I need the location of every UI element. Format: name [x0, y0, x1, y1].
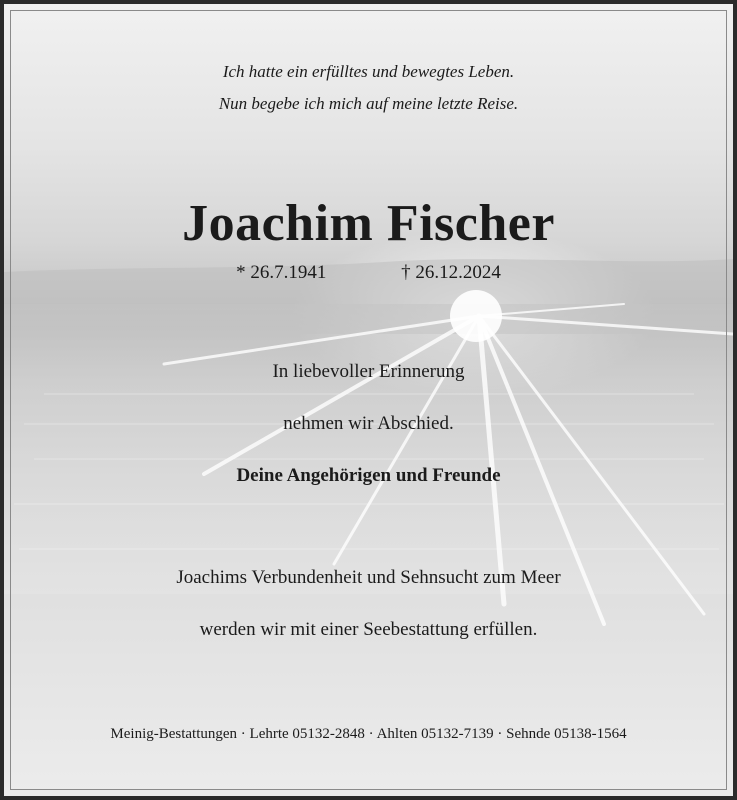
death-date: † 26.12.2024 — [401, 262, 501, 283]
funeral-home-contact: Meinig-Bestattungen · Lehrte 05132-2848 · Ahlten 05132-7139 · Sehnde 05138-1564 — [110, 726, 627, 742]
motto — [4, 56, 733, 120]
sea-line-2: werden wir mit einer Seebestattung erfüllen. — [199, 619, 538, 640]
sea-line-1: Joachims Verbundenheit und Sehnsucht zum Meer — [176, 567, 561, 588]
signature: Deine Angehörigen und Freunde — [236, 465, 501, 486]
deceased-name: Joachim Fischer — [182, 195, 555, 252]
message-line-2: nehmen wir Abschied. — [283, 413, 454, 434]
message-line-1: In liebevoller Erinnerung — [272, 361, 465, 382]
inner-frame — [10, 10, 727, 790]
motto-line-2: Nun begebe ich mich auf meine letzte Reise. — [218, 94, 519, 113]
motto-line-1: Ich hatte ein erfülltes und bewegtes Leben. — [222, 62, 515, 81]
life-dates — [4, 262, 733, 284]
birth-date: * 26.7.1941 — [236, 262, 327, 283]
